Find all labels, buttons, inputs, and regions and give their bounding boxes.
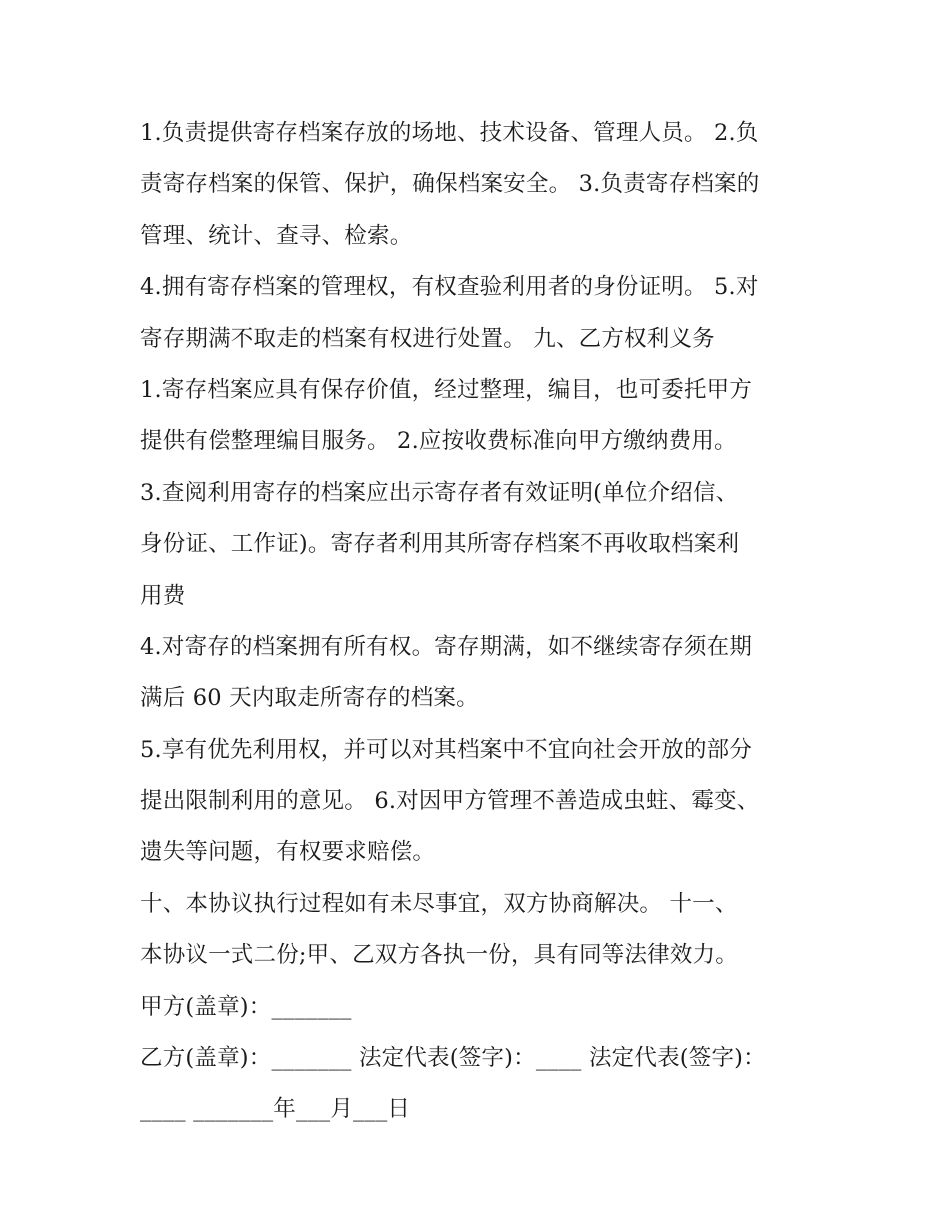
text-line: 责寄存档案的保管、保护，确保档案安全。 3.负责寄存档案的 [140,171,760,198]
text-line: 遗失等问题，有权要求赔偿。 [140,839,436,866]
text-line: 寄存期满不取走的档案有权进行处置。 九、乙方权利义务 [140,325,715,352]
text-line: 4.对寄存的档案拥有所有权。寄存期满，如不继续寄存须在期 [140,633,753,660]
date-line: ____ _______年___月___日 [140,1096,411,1123]
text-line: 1.寄存档案应具有保存价值，经过整理，编目，也可委托甲方 [140,376,753,403]
text-line: 满后 60 天内取走所寄存的档案。 [140,685,479,712]
text-line: 5.享有优先利用权，并可以对其档案中不宜向社会开放的部分 [140,736,753,763]
text-line: 1.负责提供寄存档案存放的场地、技术设备、管理人员。 2.负 [140,120,759,146]
text-line: 十、本协议执行过程如有未尽事宜，双方协商解决。 十一、 [140,890,738,917]
text-line: 提出限制利用的意见。 6.对因甲方管理不善造成虫蛀、霉变、 [140,788,760,815]
text-line: 管理、统计、查寻、检索。 [140,222,413,249]
text-line: 用费 [140,582,186,609]
document-page [140,108,830,1136]
text-line: 本协议一式二份;甲、乙双方各执一份，具有同等法律效力。 [140,942,738,969]
text-line: 身份证、工作证)。寄存者利用其所寄存档案不再收取档案利 [140,531,740,558]
signature-line-party-b: 乙方(盖章)：_______ 法定代表(签字)：____ 法定代表(签字)： [140,1045,766,1072]
signature-line-party-a: 甲方(盖章)：_______ [140,993,352,1020]
text-line: 4.拥有寄存档案的管理权，有权查验利用者的身份证明。 5.对 [140,274,759,301]
text-line: 3.查阅利用寄存的档案应出示寄存者有效证明(单位介绍信、 [140,479,739,506]
text-line: 提供有偿整理编目服务。 2.应按收费标准向甲方缴纳费用。 [140,428,737,455]
